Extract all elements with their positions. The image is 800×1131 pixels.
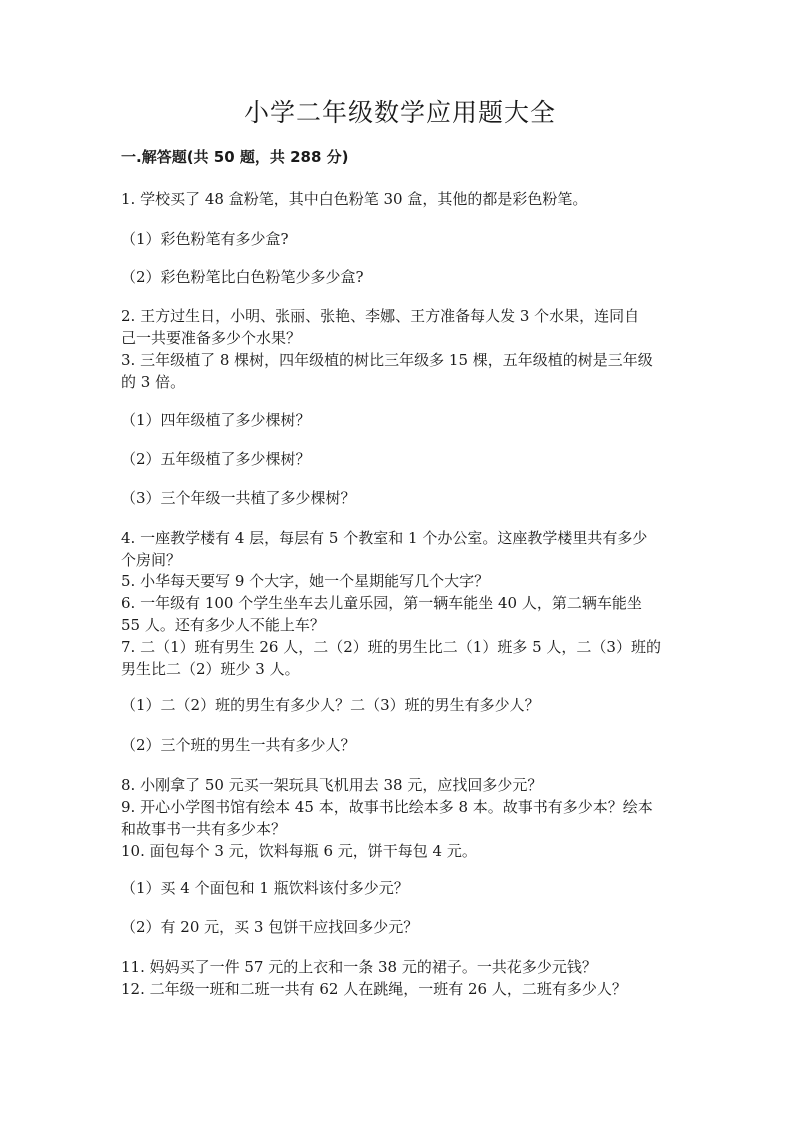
section-heading: 一.解答题(共 50 题，共 288 分) (121, 148, 349, 166)
problem-8: 8. 小刚拿了 50 元买一架玩具飞机用去 38 元，应找回多少元？ (121, 776, 543, 794)
problem-12: 12. 二年级一班和二班一共有 62 人在跳绳，一班有 26 人，二班有多少人？ (121, 980, 627, 998)
problem-11: 11. 妈妈买了一件 57 元的上衣和一条 38 元的裙子。一共花多少元钱？ (121, 958, 597, 976)
problem-6-line-1: 6. 一年级有 100 个学生坐车去儿童乐园，第一辆车能坐 40 人，第二辆车能坐 (121, 594, 642, 612)
problem-1-part-1: （1）彩色粉笔有多少盒? (121, 230, 289, 248)
problem-9-line-2: 和故事书一共有多少本？ (121, 820, 287, 838)
problem-4-line-1: 4. 一座教学楼有 4 层，每层有 5 个教室和 1 个办公室。这座教学楼里共有多少 (121, 529, 648, 547)
problem-7-line-2: 男生比二（2）班少 3 人。 (121, 660, 300, 678)
problem-10: 10. 面包每个 3 元，饮料每瓶 6 元，饼干每包 4 元。 (121, 842, 477, 860)
problem-3-line-2: 的 3 倍。 (121, 373, 186, 391)
problem-7-line-1: 7. 二（1）班有男生 26 人，二（2）班的男生比二（1）班多 5 人，二（3）班的 (121, 638, 661, 656)
problem-1: 1. 学校买了 48 盒粉笔，其中白色粉笔 30 盒，其他的都是彩色粉笔。 (121, 190, 588, 208)
problem-7-part-1: （1）二（2）班的男生有多少人？二（3）班的男生有多少人？ (121, 696, 540, 714)
problem-3-part-2: （2）五年级植了多少棵树？ (121, 450, 311, 468)
problem-10-part-2: （2）有 20 元，买 3 包饼干应找回多少元？ (121, 918, 419, 936)
page-title: 小学二年级数学应用题大全 (243, 98, 556, 127)
problem-7-part-2: （2）三个班的男生一共有多少人？ (121, 736, 356, 754)
problem-9-line-1: 9. 开心小学图书馆有绘本 45 本，故事书比绘本多 8 本。故事书有多少本？绘本 (121, 798, 653, 816)
problem-3-line-1: 3. 三年级植了 8 棵树，四年级植的树比三年级多 15 棵，五年级植的树是三年级 (121, 351, 653, 369)
problem-2-line-1: 2. 王方过生日，小明、张丽、张艳、李娜、王方准备每人发 3 个水果，连同自 (121, 307, 640, 325)
problem-3-part-3: （3）三个年级一共植了多少棵树？ (121, 489, 356, 507)
problem-5: 5. 小华每天要写 9 个大字，她一个星期能写几个大字？ (121, 572, 490, 590)
problem-1-part-2: （2）彩色粉笔比白色粉笔少多少盒? (121, 268, 364, 286)
problem-2-line-2: 己一共要准备多少个水果？ (121, 329, 302, 347)
problem-3-part-1: （1）四年级植了多少棵树？ (121, 411, 311, 429)
problem-10-part-1: （1）买 4 个面包和 1 瓶饮料该付多少元？ (121, 879, 409, 897)
problem-4-line-2: 个房间？ (121, 551, 182, 569)
problem-6-line-2: 55 人。还有多少人不能上车？ (121, 616, 325, 634)
